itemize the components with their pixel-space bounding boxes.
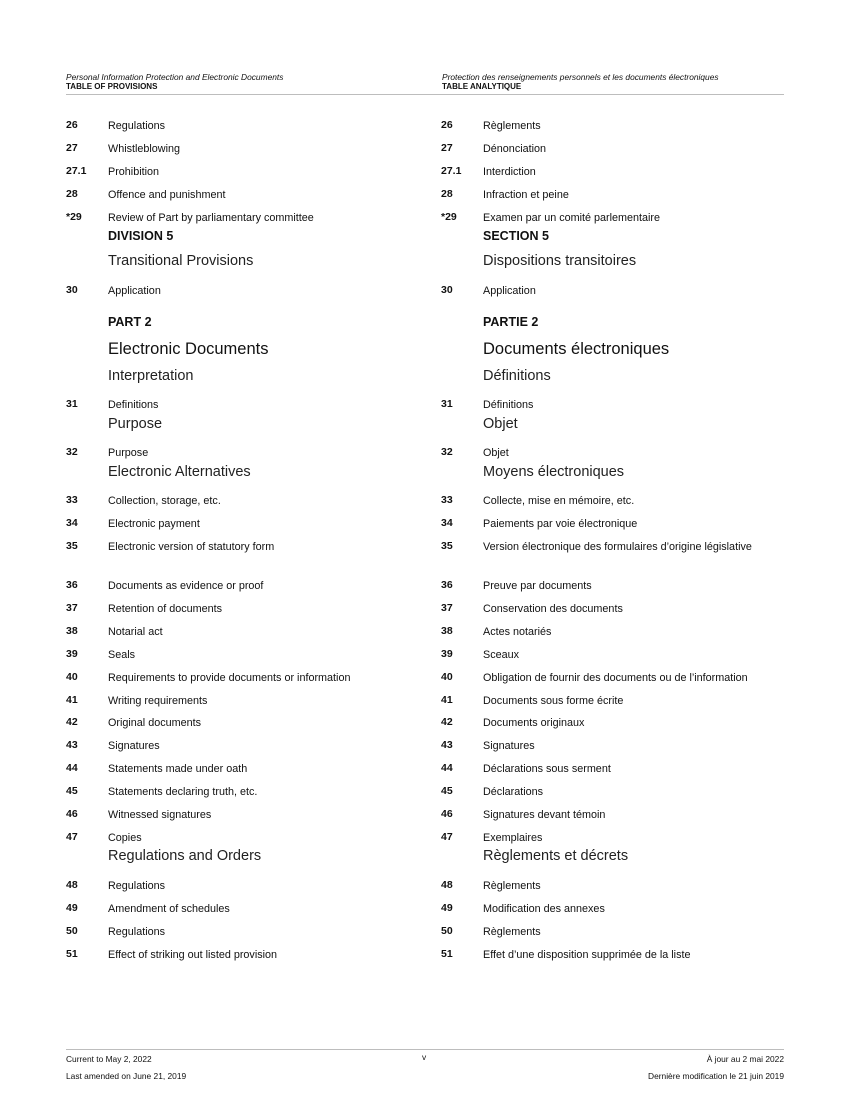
section-number: 51 <box>441 948 453 960</box>
subtitle-heading: Définitions <box>483 368 551 384</box>
section-title: Documents sous forme écrite <box>483 695 624 707</box>
section-title: Whistleblowing <box>108 143 181 155</box>
section-number: 45 <box>66 785 78 797</box>
section-title: Copies <box>108 832 142 844</box>
section-number: 47 <box>441 831 453 843</box>
section-number: 36 <box>441 579 453 591</box>
section-number: 26 <box>441 119 453 131</box>
division-heading: PARTIE 2 <box>483 315 539 329</box>
section-number: 36 <box>66 579 78 591</box>
bigtitle-heading: Documents électroniques <box>483 340 670 358</box>
section-title: Writing requirements <box>108 695 208 707</box>
section-title: Regulations <box>108 880 166 892</box>
section-number: 26 <box>66 119 78 131</box>
subtitle-heading: Règlements et décrets <box>483 848 629 864</box>
section-title: Regulations <box>108 120 166 132</box>
section-title: Dénonciation <box>483 143 547 155</box>
section-number: 38 <box>441 625 453 637</box>
subtitle-heading: Interpretation <box>108 368 194 384</box>
section-number: 40 <box>66 671 78 683</box>
section-title: Requirements to provide documents or information <box>108 672 351 684</box>
header-right-label: TABLE ANALYTIQUE <box>442 82 522 91</box>
section-title: Définitions <box>483 399 534 411</box>
footer-derniere-modification: Dernière modification le 21 juin 2019 <box>648 1071 784 1081</box>
section-number: 33 <box>66 494 78 506</box>
section-number: 42 <box>66 716 78 728</box>
subtitle-heading: Electronic Alternatives <box>108 464 251 480</box>
section-number: 46 <box>66 808 78 820</box>
section-number: 43 <box>441 739 453 751</box>
section-title: Règlements <box>483 880 541 892</box>
section-number: 44 <box>66 762 78 774</box>
section-number: 39 <box>441 648 453 660</box>
section-number: 33 <box>441 494 453 506</box>
section-number: 44 <box>441 762 453 774</box>
header-left-label: TABLE OF PROVISIONS <box>66 82 158 91</box>
section-title: Retention of documents <box>108 603 223 615</box>
section-title: Conservation des documents <box>483 603 623 615</box>
section-title: Electronic payment <box>108 518 200 530</box>
section-title: Actes notariés <box>483 626 552 638</box>
section-title: Examen par un comité parlementaire <box>483 212 661 224</box>
section-number: 47 <box>66 831 78 843</box>
section-number: 35 <box>441 540 453 552</box>
footer-a-jour: À jour au 2 mai 2022 <box>706 1054 784 1064</box>
section-title: Amendment of schedules <box>108 903 230 915</box>
bigtitle-heading: Electronic Documents <box>108 340 269 358</box>
header-right <box>442 72 787 92</box>
section-number: 28 <box>441 188 453 200</box>
section-number: *29 <box>66 211 82 223</box>
section-number: 48 <box>441 879 453 891</box>
section-title: Collecte, mise en mémoire, etc. <box>483 495 635 507</box>
section-number: 51 <box>66 948 78 960</box>
section-number: 43 <box>66 739 78 751</box>
section-number: 34 <box>441 517 453 529</box>
section-title: Documents originaux <box>483 717 585 729</box>
section-number: 41 <box>441 694 453 706</box>
section-title: Offence and punishment <box>108 189 226 201</box>
section-title: Exemplaires <box>483 832 543 844</box>
section-number: *29 <box>441 211 457 223</box>
division-heading: PART 2 <box>108 315 152 329</box>
page-number: v <box>422 1052 427 1062</box>
section-number: 50 <box>441 925 453 937</box>
section-number: 49 <box>441 902 453 914</box>
section-number: 48 <box>66 879 78 891</box>
header-right-title: Protection des renseignements personnels et les documents électroniques <box>442 72 719 82</box>
section-title: Sceaux <box>483 649 520 661</box>
section-title: Déclarations sous serment <box>483 763 611 775</box>
section-title: Statements made under oath <box>108 763 248 775</box>
section-title: Modification des annexes <box>483 903 605 915</box>
section-number: 34 <box>66 517 78 529</box>
section-title: Signatures <box>483 740 535 752</box>
division-heading: DIVISION 5 <box>108 229 174 243</box>
section-number: 32 <box>66 446 78 458</box>
section-title: Electronic version of statutory form <box>108 541 275 553</box>
section-title: Application <box>483 285 536 297</box>
footer-divider <box>66 1049 784 1050</box>
header-left <box>66 72 411 92</box>
section-number: 31 <box>66 398 78 410</box>
section-number: 28 <box>66 188 78 200</box>
section-title: Obligation de fournir des documents ou de l’information <box>483 672 748 684</box>
section-title: Witnessed signatures <box>108 809 212 821</box>
section-number: 42 <box>441 716 453 728</box>
section-number: 38 <box>66 625 78 637</box>
section-title: Collection, storage, etc. <box>108 495 221 507</box>
section-title: Documents as evidence or proof <box>108 580 264 592</box>
section-title: Objet <box>483 447 509 459</box>
subtitle-heading: Dispositions transitoires <box>483 253 637 269</box>
section-title: Prohibition <box>108 166 160 178</box>
section-number: 39 <box>66 648 78 660</box>
section-title: Signatures devant témoin <box>483 809 606 821</box>
section-title: Interdiction <box>483 166 536 178</box>
subtitle-heading: Regulations and Orders <box>108 848 262 864</box>
section-title: Paiements par voie électronique <box>483 518 638 530</box>
subtitle-heading: Moyens électroniques <box>483 464 625 480</box>
division-heading: SECTION 5 <box>483 229 549 243</box>
section-title: Signatures <box>108 740 160 752</box>
section-number: 27.1 <box>66 165 87 177</box>
section-number: 37 <box>441 602 453 614</box>
section-number: 27 <box>66 142 78 154</box>
section-title: Effect of striking out listed provision <box>108 949 278 961</box>
section-number: 35 <box>66 540 78 552</box>
section-number: 27.1 <box>441 165 462 177</box>
section-title: Notarial act <box>108 626 163 638</box>
section-number: 31 <box>441 398 453 410</box>
section-title: Purpose <box>108 447 149 459</box>
section-title: Statements declaring truth, etc. <box>108 786 258 798</box>
section-number: 30 <box>441 284 453 296</box>
section-title: Regulations <box>108 926 166 938</box>
subtitle-heading: Transitional Provisions <box>108 253 254 269</box>
section-number: 40 <box>441 671 453 683</box>
header-divider <box>66 94 784 95</box>
section-title: Application <box>108 285 161 297</box>
section-number: 50 <box>66 925 78 937</box>
section-title: Déclarations <box>483 786 544 798</box>
section-title: Original documents <box>108 717 202 729</box>
section-title: Review of Part by parliamentary committee <box>108 212 314 224</box>
section-title: Version électronique des formulaires d’origine législative <box>483 541 752 553</box>
header-left-title: Personal Information Protection and Electronic Documents <box>66 72 284 82</box>
section-number: 32 <box>441 446 453 458</box>
section-title: Règlements <box>483 120 541 132</box>
footer-last-amended: Last amended on June 21, 2019 <box>66 1071 187 1081</box>
section-number: 27 <box>441 142 453 154</box>
section-number: 37 <box>66 602 78 614</box>
section-title: Definitions <box>108 399 159 411</box>
section-number: 45 <box>441 785 453 797</box>
section-number: 49 <box>66 902 78 914</box>
section-title: Preuve par documents <box>483 580 592 592</box>
section-title: Effet d’une disposition supprimée de la liste <box>483 949 691 961</box>
subtitle-heading: Objet <box>483 416 518 432</box>
section-title: Règlements <box>483 926 541 938</box>
section-number: 46 <box>441 808 453 820</box>
section-number: 30 <box>66 284 78 296</box>
section-title: Infraction et peine <box>483 189 569 201</box>
section-number: 41 <box>66 694 78 706</box>
subtitle-heading: Purpose <box>108 416 163 432</box>
footer-current-to: Current to May 2, 2022 <box>66 1054 152 1064</box>
section-title: Seals <box>108 649 136 661</box>
